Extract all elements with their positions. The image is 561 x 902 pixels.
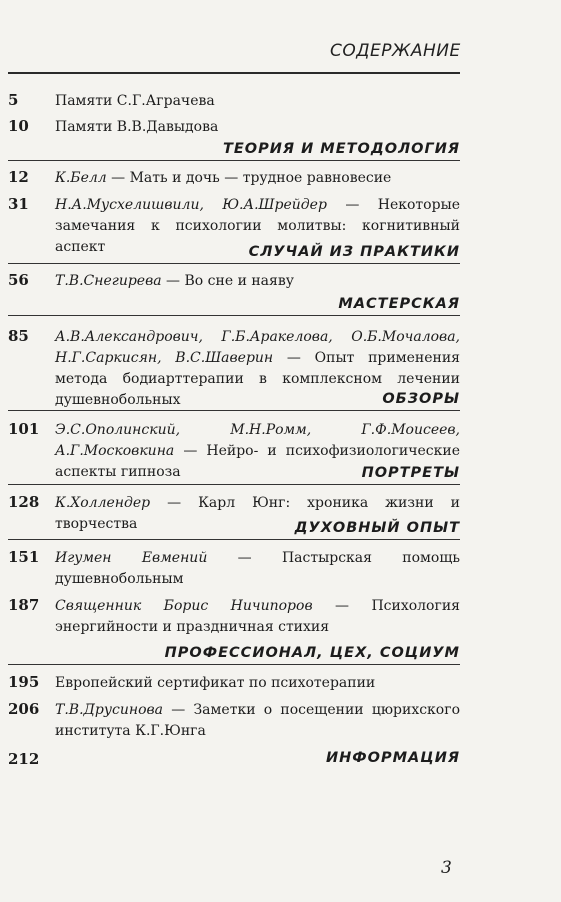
toc-entry [8,168,460,190]
entry-title [55,548,460,590]
entry-author: Э.С.Ополинский, М.Н.Ромм, Г.Ф.Моисеев, А.Г.Московкина [55,422,460,459]
entry-text: — Пастырская помощь душевнобольным [55,550,460,587]
section-heading: ДУХОВНЫЙ ОПЫТ [294,520,460,536]
entry-page-number: 5 [8,91,19,109]
entry-page-number: 56 [8,271,29,289]
entry-page-number: 12 [8,168,29,186]
entry-text: — Психология энергийности и праздничная стихия [55,598,460,635]
entry-text: — Мать и дочь — трудное равновесие [106,170,392,186]
entry-title [55,700,460,742]
section-heading: ТЕОРИЯ И МЕТОДОЛОГИЯ [223,141,460,157]
entry-page-number: 206 [8,700,40,718]
toc-entry [8,117,460,139]
entry-text: Памяти В.В.Давыдова [55,119,219,135]
entry-author: Игумен Евмений [55,550,208,566]
toc-entry [8,271,460,293]
entry-text: — Нейро- и психофизиологические аспекты гипноза [55,443,460,480]
entry-title [55,117,460,138]
entry-page-number: 128 [8,493,40,511]
entry-page-number: 31 [8,195,29,213]
toc-entry [8,596,460,640]
entry-text: — Во сне и наяву [161,273,294,289]
page-number: 3 [441,858,452,878]
section-rule [8,263,460,264]
entry-text: — Некоторые замечания к психологии молитвы: когнитивный аспект [55,197,460,255]
entry-title [55,271,460,292]
toc-entry [8,548,460,592]
section-heading: ОБЗОРЫ [382,391,460,407]
toc-entry [8,700,460,744]
section-rule [8,664,460,665]
entry-title [55,91,460,112]
page-header: СОДЕРЖАНИЕ [330,41,461,61]
entry-page-number: 151 [8,548,40,566]
section-rule [8,539,460,540]
entry-page-number: 85 [8,327,29,345]
entry-page-number: 195 [8,673,40,691]
entry-text: — Заметки о посещении цюрихского института К.Г.Юнга [55,702,460,739]
section-heading: СЛУЧАЙ ИЗ ПРАКТИКИ [248,244,460,260]
entry-author: К.Холлендер [55,495,151,511]
entry-page-number: 187 [8,596,40,614]
section-rule [8,410,460,411]
entry-page-number: 101 [8,420,40,438]
entry-page-number: 212 [8,750,40,768]
entry-title [55,168,460,189]
toc-entry [8,673,460,695]
section-rule [8,315,460,316]
section-heading: ИНФОРМАЦИЯ [325,750,460,766]
entry-text: — Опыт применения метода бодиарттерапии в комплексном лечении душевнобольных [55,350,460,408]
entry-text: Памяти С.Г.Аграчева [55,93,215,109]
entry-author: А.В.Александрович, Г.Б.Аракелова, О.Б.Мочалова, Н.Г.Саркисян, В.С.Шаверин [55,329,460,366]
entry-author: Священник Борис Ничипоров [55,598,313,614]
section-rule [8,484,460,485]
entry-title [55,673,460,694]
entry-author: К.Белл [55,170,107,186]
entry-author: Н.А.Мусхелишвили, Ю.А.Шрейдер [55,197,327,213]
entry-page-number: 10 [8,117,29,135]
entry-text: — Карл Юнг: хроника жизни и творчества [55,495,460,532]
entry-author: Т.В.Друсинова [55,702,163,718]
header-rule [8,72,460,74]
section-heading: МАСТЕРСКАЯ [338,296,460,312]
section-heading: ПРОФЕССИОНАЛ, ЦЕХ, СОЦИУМ [164,645,460,661]
section-heading: ПОРТРЕТЫ [361,465,460,481]
entry-text: Европейский сертификат по психотерапии [55,675,376,691]
entry-author: Т.В.Снегирева [55,273,162,289]
entry-title [55,596,460,638]
toc-entry [8,91,460,113]
section-rule [8,160,460,161]
